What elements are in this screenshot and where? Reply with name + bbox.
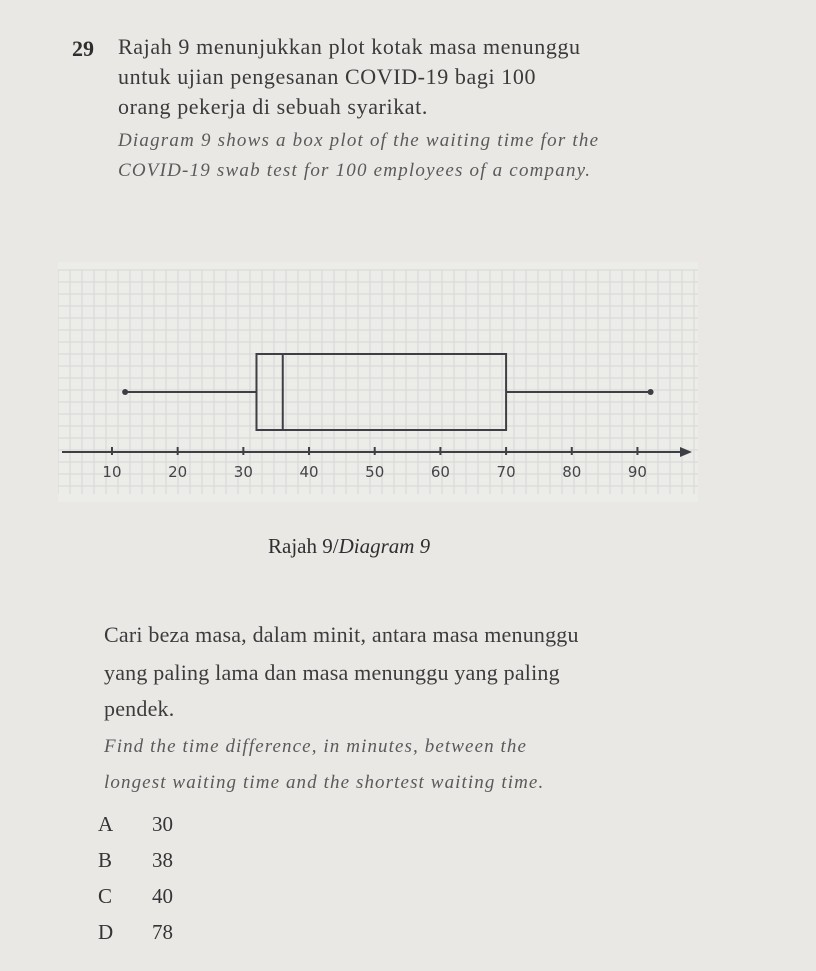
x-tick-label: 20 (168, 463, 188, 481)
figure-caption (268, 534, 430, 559)
option-a-value: 30 (152, 812, 173, 836)
option-b-letter: B (98, 848, 113, 872)
x-tick-label: 10 (102, 463, 122, 481)
intro-ms-line-3: orang pekerja di sebuah syarikat. (118, 94, 428, 119)
x-tick-label: 90 (627, 463, 647, 481)
option-c-letter: C (98, 884, 113, 908)
prompt-en-line-2: longest waiting time and the shortest waiting time. (104, 772, 545, 793)
box-plot-svg (58, 262, 698, 502)
x-tick-label: 40 (299, 463, 319, 481)
prompt-en-line-1: Find the time difference, in minutes, between the (104, 736, 528, 757)
option-b[interactable] (98, 848, 173, 873)
intro-ms-line-1: Rajah 9 menunjukkan plot kotak masa menunggu (118, 34, 581, 59)
intro-en-line-1: Diagram 9 shows a box plot of the waiting time for the (118, 130, 600, 151)
option-a[interactable] (98, 812, 173, 837)
x-tick-label: 80 (562, 463, 582, 481)
x-tick-label: 60 (430, 463, 450, 481)
question-number: 29 (72, 36, 94, 61)
intro-en-line-2: COVID-19 swab test for 100 employees of a company. (118, 160, 592, 181)
option-d-value: 78 (152, 920, 173, 944)
option-a-letter: A (98, 812, 114, 836)
x-tick-label: 30 (233, 463, 253, 481)
prompt-ms-line-3: pendek. (104, 696, 175, 721)
option-c-value: 40 (152, 884, 173, 908)
intro-ms-line-2: untuk ujian pengesanan COVID-19 bagi 100 (118, 64, 537, 89)
prompt-ms-line-1: Cari beza masa, dalam minit, antara masa menunggu (104, 622, 579, 647)
x-tick-label: 70 (496, 463, 516, 481)
option-c[interactable] (98, 884, 173, 909)
caption-en: Diagram 9 (338, 534, 431, 558)
maximum-point (648, 389, 654, 395)
caption-ms: Rajah 9/ (268, 534, 339, 558)
option-d-letter: D (98, 920, 114, 944)
prompt-ms-line-2: yang paling lama dan masa menunggu yang paling (104, 660, 560, 685)
x-tick-label: 50 (365, 463, 385, 481)
minimum-point (122, 389, 128, 395)
box-plot-figure (58, 262, 698, 502)
option-b-value: 38 (152, 848, 173, 872)
option-d[interactable] (98, 920, 173, 945)
